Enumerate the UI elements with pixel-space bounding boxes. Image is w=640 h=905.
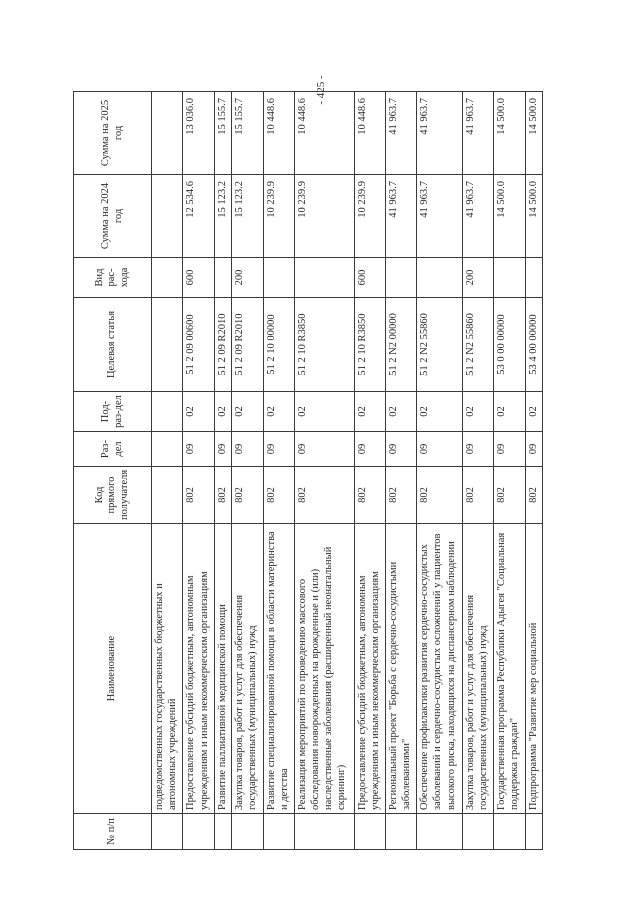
cell-article: 51 2 10 00000 [263, 298, 294, 392]
cell-razdel: 09 [354, 432, 385, 467]
cell-sum-2025: 41 963.7 [417, 92, 463, 175]
cell-sum-2025: 41 963.7 [462, 92, 493, 175]
cell-sum-2024: 41 963.7 [462, 175, 493, 258]
cell-name: Региональный проект "Борьба с сердечно-сосудистыми заболеваниями" [385, 524, 416, 814]
cell-razdel: 09 [232, 432, 263, 467]
cell-sum-2025: 41 963.7 [385, 92, 416, 175]
cell-article: 51 2 09 00600 [183, 298, 214, 392]
cell-name: Предоставление субсидий бюджетным, автономным учреждениям и иным некоммерческим организациям [354, 524, 385, 814]
cell-podrazdel: 02 [183, 392, 214, 432]
cell-article: 53 4 00 00000 [525, 298, 542, 392]
cell-podrazdel [152, 392, 183, 432]
table-row [354, 92, 385, 850]
cell-code: 802 [462, 467, 493, 524]
cell-podrazdel: 02 [263, 392, 294, 432]
cell-vid: 200 [232, 258, 263, 298]
cell-code: 802 [417, 467, 463, 524]
cell-name: Предоставление субсидий бюджетным, автономным учреждениям и иным некоммерческим организациям [183, 524, 214, 814]
cell-vid [525, 258, 542, 298]
header-code: Код прямого получателя [74, 467, 152, 524]
cell-podrazdel: 02 [417, 392, 463, 432]
table-row [385, 92, 416, 850]
cell-code: 802 [294, 467, 354, 524]
header-article: Целевая статья [74, 298, 152, 392]
cell-code: 802 [232, 467, 263, 524]
cell-vid [263, 258, 294, 298]
cell-podrazdel: 02 [462, 392, 493, 432]
table-row [462, 92, 493, 850]
cell-num [263, 814, 294, 850]
cell-num [232, 814, 263, 850]
header-podrazdel: Под-раз-дел [74, 392, 152, 432]
cell-article: 51 2 09 R2010 [232, 298, 263, 392]
cell-razdel: 09 [263, 432, 294, 467]
cell-vid [494, 258, 525, 298]
cell-name: Развитие паллиативной медицинской помощи [214, 524, 231, 814]
cell-code: 802 [525, 467, 542, 524]
cell-vid [294, 258, 354, 298]
cell-sum-2024: 14 500.0 [494, 175, 525, 258]
cell-article: 51 2 N2 00000 [385, 298, 416, 392]
cell-num [152, 814, 183, 850]
cell-podrazdel: 02 [354, 392, 385, 432]
cell-sum-2025: 13 036.0 [183, 92, 214, 175]
cell-sum-2025: 15 155.7 [232, 92, 263, 175]
page-number: - 425 - [315, 75, 327, 105]
cell-code: 802 [263, 467, 294, 524]
cell-name: Государственная программа Республики Адыгея "Социальная поддержка граждан" [494, 524, 525, 814]
table-row [417, 92, 463, 850]
cell-razdel: 09 [183, 432, 214, 467]
table-row [152, 92, 183, 850]
cell-sum-2025: 14 500.0 [525, 92, 542, 175]
cell-vid: 200 [462, 258, 493, 298]
cell-vid [214, 258, 231, 298]
cell-code [152, 467, 183, 524]
cell-sum-2024: 15 123.2 [232, 175, 263, 258]
header-razdel: Раз-дел [74, 432, 152, 467]
cell-sum-2025: 10 448.6 [263, 92, 294, 175]
cell-code: 802 [494, 467, 525, 524]
header-sum-2024: Сумма на 2024 год [74, 175, 152, 258]
cell-sum-2025: 10 448.6 [294, 92, 354, 175]
cell-num [354, 814, 385, 850]
cell-sum-2024: 15 123.2 [214, 175, 231, 258]
cell-vid [385, 258, 416, 298]
cell-vid [417, 258, 463, 298]
cell-num [525, 814, 542, 850]
cell-sum-2024 [152, 175, 183, 258]
cell-podrazdel: 02 [294, 392, 354, 432]
table-row [525, 92, 542, 850]
cell-vid [152, 258, 183, 298]
cell-sum-2025: 15 155.7 [214, 92, 231, 175]
cell-vid: 600 [354, 258, 385, 298]
cell-article [152, 298, 183, 392]
cell-sum-2024: 41 963.7 [417, 175, 463, 258]
cell-article: 51 2 10 R3850 [294, 298, 354, 392]
header-sum-2025: Сумма на 2025 год [74, 92, 152, 175]
cell-name: подведомственных государственных бюджетных и автономных учреждений [152, 524, 183, 814]
cell-num [294, 814, 354, 850]
cell-code: 802 [354, 467, 385, 524]
table-header-row [74, 92, 152, 850]
cell-razdel: 09 [385, 432, 416, 467]
cell-sum-2024: 10 239.9 [263, 175, 294, 258]
cell-razdel: 09 [417, 432, 463, 467]
cell-podrazdel: 02 [385, 392, 416, 432]
cell-name: Обеспечение профилактики развития сердечно-сосудистых заболеваний и сердечно-сосудистых осложнений у пациентов высокого риска, находящихся на диспансерном наблюдении [417, 524, 463, 814]
cell-razdel: 09 [525, 432, 542, 467]
cell-name: Закупка товаров, работ и услуг для обеспечения государственных (муниципальных) нужд [462, 524, 493, 814]
cell-num [183, 814, 214, 850]
cell-razdel: 09 [462, 432, 493, 467]
cell-razdel: 09 [294, 432, 354, 467]
cell-code: 802 [385, 467, 416, 524]
table-row [183, 92, 214, 850]
cell-num [214, 814, 231, 850]
cell-article: 51 2 N2 55860 [417, 298, 463, 392]
cell-razdel: 09 [494, 432, 525, 467]
cell-sum-2024: 12 534.6 [183, 175, 214, 258]
table-row [294, 92, 354, 850]
table-row [232, 92, 263, 850]
cell-sum-2025 [152, 92, 183, 175]
cell-article: 51 2 09 R2010 [214, 298, 231, 392]
cell-code: 802 [214, 467, 231, 524]
cell-article: 53 0 00 00000 [494, 298, 525, 392]
cell-podrazdel: 02 [525, 392, 542, 432]
cell-article: 51 2 10 R3850 [354, 298, 385, 392]
cell-num [385, 814, 416, 850]
cell-article: 51 2 N2 55860 [462, 298, 493, 392]
cell-podrazdel: 02 [232, 392, 263, 432]
cell-name: Закупка товаров, работ и услуг для обеспечения государственных (муниципальных) нужд [232, 524, 263, 814]
cell-num [417, 814, 463, 850]
table-row [494, 92, 525, 850]
table-row [214, 92, 231, 850]
cell-name: Реализация мероприятий по проведению массового обследования новорожденных на врожденные и (или) наследственные заболевания (расширенный неонатальный скрининг) [294, 524, 354, 814]
cell-name: Подпрограмма "Развитие мер социальной [525, 524, 542, 814]
table-row [263, 92, 294, 850]
header-num: № п/п [74, 814, 152, 850]
table-body [152, 92, 543, 850]
cell-razdel: 09 [214, 432, 231, 467]
budget-table-container [73, 92, 543, 850]
cell-sum-2024: 10 239.9 [294, 175, 354, 258]
cell-sum-2025: 14 500.0 [494, 92, 525, 175]
budget-table [73, 91, 543, 850]
cell-sum-2025: 10 448.6 [354, 92, 385, 175]
cell-vid: 600 [183, 258, 214, 298]
cell-razdel [152, 432, 183, 467]
cell-name: Развитие специализированной помощи в области материнства и детства [263, 524, 294, 814]
cell-podrazdel: 02 [214, 392, 231, 432]
cell-code: 802 [183, 467, 214, 524]
cell-sum-2024: 14 500.0 [525, 175, 542, 258]
cell-podrazdel: 02 [494, 392, 525, 432]
cell-num [494, 814, 525, 850]
cell-sum-2024: 41 963.7 [385, 175, 416, 258]
cell-sum-2024: 10 239.9 [354, 175, 385, 258]
cell-num [462, 814, 493, 850]
header-name: Наименование [74, 524, 152, 814]
header-vid: Вид рас-хода [74, 258, 152, 298]
